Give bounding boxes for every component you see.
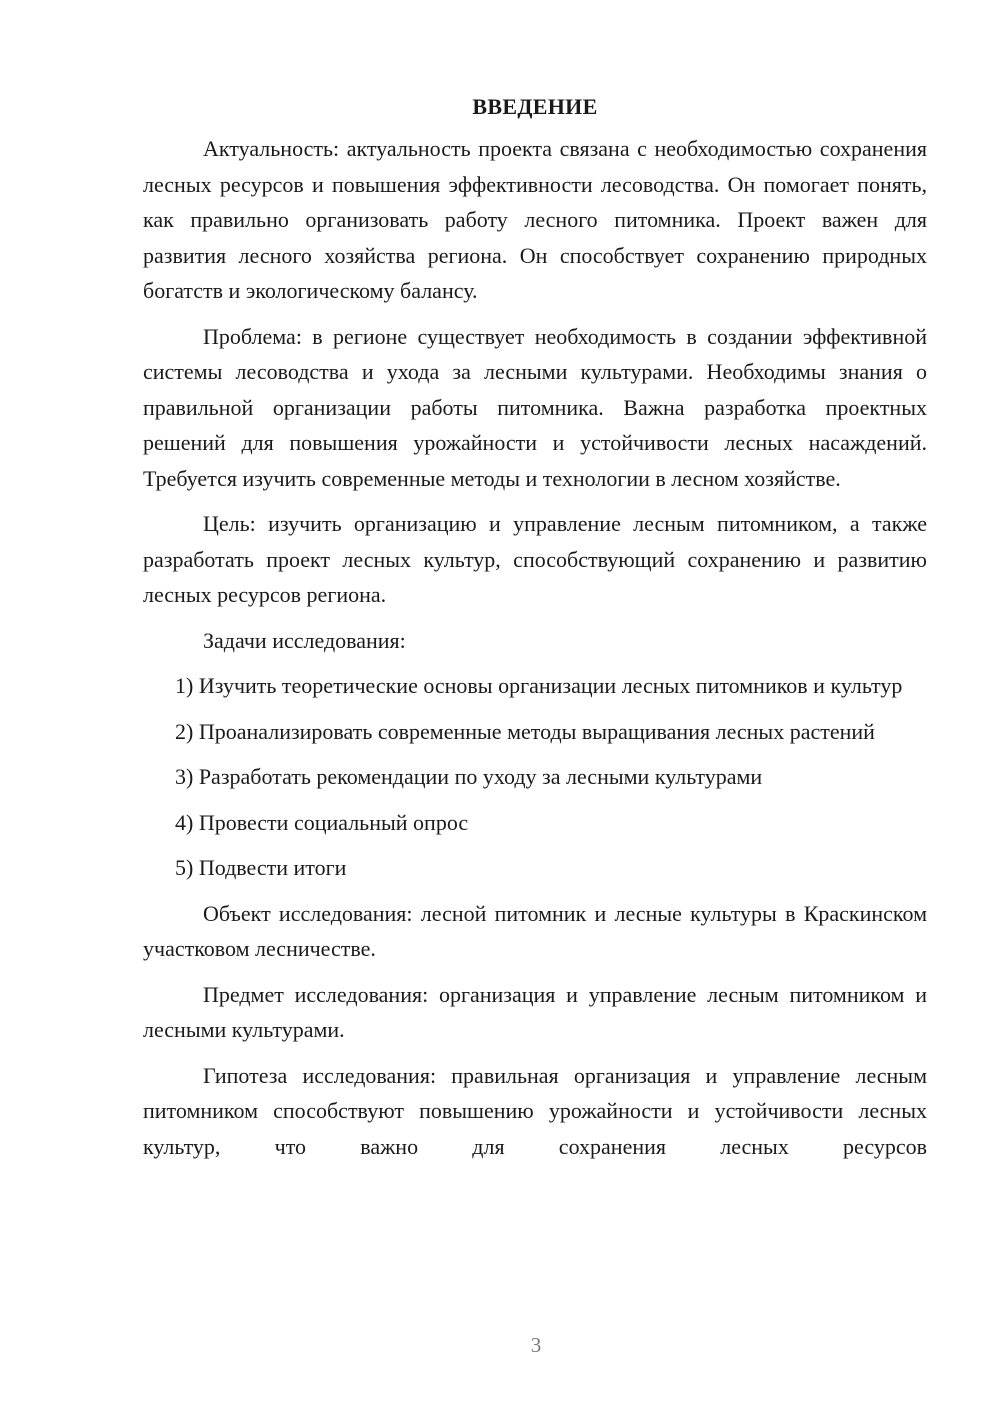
relevance-paragraph: Актуальность: актуальность проекта связана с необходимостью сохранения лесных ресурсов и повышения эффективности лесоводства. Он помогает понять, как правильно организовать работу лесного питомника. Проект важен для развития лесного хозяйства региона. Он способствует сохранению природных богатств и экологическому балансу. (143, 136, 927, 303)
page-number: 3 (530, 1333, 542, 1357)
hypothesis-paragraph: Гипотеза исследования: правильная организация и управление лесным питомником способствуют повышению урожайности и устойчивости лесных культур, что важно для сохранения лесных ресурсов (143, 1062, 927, 1159)
document-page (143, 92, 927, 1164)
problem-paragraph: Проблема: в регионе существует необходимость в создании эффективной системы лесоводства и ухода за лесными культурами. Необходимы знания о правильной организации работы питомника. Важна разработка проектных решений для повышения урожайности и устойчивости лесных насаждений. Требуется изучить современные методы и технологии в лесном хозяйстве. (143, 323, 927, 491)
object-paragraph: Объект исследования: лесной питомник и лесные культуры в Краскинском участковом лесничестве. (143, 900, 927, 961)
task-item-2: 2) Проанализировать современные методы выращивания лесных растений (175, 718, 875, 744)
tasks-heading: Задачи исследования: (203, 627, 406, 653)
task-item-4: 4) Провести социальный опрос (175, 809, 469, 835)
task-item-3: 3) Разработать рекомендации по уходу за лесными культурами (175, 764, 763, 789)
section-title: ВВЕДЕНИЕ (472, 94, 598, 119)
subject-paragraph: Предмет исследования: организация и управление лесным питомником и лесными культурами. (143, 981, 927, 1042)
task-item-1: 1) Изучить теоретические основы организации лесных питомников и культур (175, 673, 903, 698)
task-item-5: 5) Подвести итоги (175, 855, 347, 880)
goal-paragraph: Цель: изучить организацию и управление лесным питомником, а также разработать проект лесных культур, способствующий сохранению и развитию лесных ресурсов региона. (143, 511, 927, 607)
